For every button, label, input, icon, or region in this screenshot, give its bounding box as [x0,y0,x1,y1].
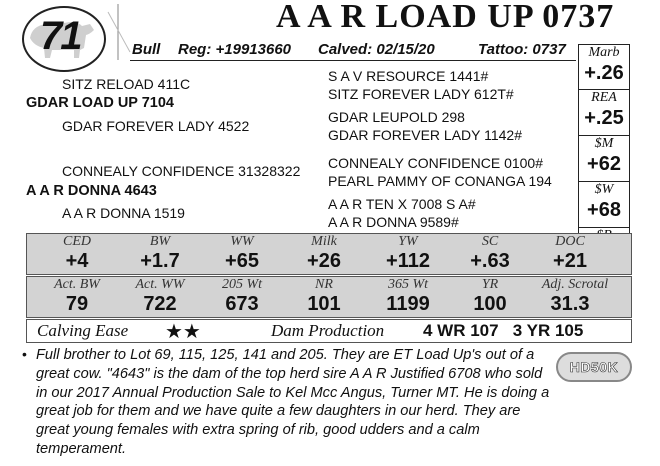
pedigree-right-8: A A R DONNA 9589# [328,214,459,230]
lot-notes-text: Full brother to Lot 69, 115, 125, 141 and 205. They are ET Load Up's out of a great cow. "4643" is the dam of the top herd sire A A R Justified 6708 who sold in our 2017 Annual Production Sale to Kel Mcc Angus, Turner MT. He is doing a great job for them and we have quite a few daughters in our herd. They are great young females with extra spring of rib, good udders and a calm temperament. [36,347,550,457]
actual-value: 100 [473,293,507,315]
actual-header: YR [481,277,499,292]
epd-row [26,233,632,275]
epd-box-sw [578,182,630,228]
epd-value: +1.7 [140,250,180,272]
tattoo: Tattoo: 0737 [478,41,566,58]
actual-header: NR [315,277,333,292]
pedigree-right-6: PEARL PAMMY OF CONANGA 194 [328,173,552,189]
actual-value: 1199 [386,293,430,315]
pedigree-dam-sire: CONNEALY CONFIDENCE 31328322 [62,163,301,179]
actual-measures-row [26,276,632,318]
epd-box-rea [578,90,630,136]
calving-ease-label: Calving Ease [37,321,129,340]
actual-value: 101 [307,293,341,315]
dam-production-value: 4 WR 107 3 YR 105 [423,321,584,340]
pedigree-sire: GDAR LOAD UP 7104 [26,95,174,111]
epd-value: +26 [307,250,341,272]
actual-value: 31.3 [550,293,590,315]
epd-header: DOC [555,234,585,249]
header-divider [130,60,576,61]
epd-header: SC [481,234,499,249]
pedigree-dam-dam: A A R DONNA 1519 [62,205,185,221]
epd-value: +4 [65,250,89,272]
calving-ease-stars: ★★ [165,321,201,343]
epd-label: $M [594,136,614,151]
epd-value: +62 [587,153,621,175]
actual-value: 673 [225,293,259,315]
actual-header: Adj. Scrotal [541,277,609,292]
actual-value: 79 [65,293,89,315]
calving-dam-row [26,319,632,343]
actual-header: Act. BW [54,277,100,292]
pedigree-right-7: A A R TEN X 7008 S A# [328,196,476,212]
actual-header: 205 Wt [221,277,263,292]
lot-notes [36,346,556,459]
epd-header: WW [230,234,254,249]
actual-value: 722 [143,293,177,315]
epd-header: YW [398,234,418,249]
dam-production-label: Dam Production [271,321,385,340]
registration-number: Reg: +19913660 [178,41,291,58]
epd-value: +.63 [470,250,510,272]
epd-header: CED [63,234,91,249]
epd-value: +112 [386,250,430,272]
calved-date: Calved: 02/15/20 [318,41,435,58]
pedigree-sire-dam: GDAR FOREVER LADY 4522 [62,118,250,134]
brand-mark-icon [104,2,134,62]
epd-label: $W [594,182,614,197]
epd-value: +68 [587,199,621,221]
epd-header: Milk [311,234,337,249]
epd-label: Marb [588,45,620,60]
pedigree-dam: A A R DONNA 4643 [26,183,157,199]
pedigree-right-1: S A V RESOURCE 1441# [328,68,489,84]
epd-value: +.26 [584,62,624,84]
actual-header: Act. WW [135,277,185,292]
notes-bullet: • [22,346,27,362]
epd-value: +21 [553,250,587,272]
hd50k-badge-text: HD50K [569,359,619,375]
sex-label: Bull [132,41,161,58]
pedigree-right-4: GDAR FOREVER LADY 1142# [328,127,523,143]
pedigree-sire-sire: SITZ RELOAD 411C [62,76,191,92]
pedigree-right-2: SITZ FOREVER LADY 612T# [328,86,514,102]
pedigree-right-3: GDAR LEUPOLD 298 [328,109,465,125]
epd-box-marb [578,44,630,90]
epd-value: +.25 [584,107,624,129]
actual-header: 365 Wt [387,277,429,292]
animal-name-title: A A R LOAD UP 0737 [276,0,615,35]
epd-box-sm [578,136,630,182]
epd-value: +65 [225,250,259,272]
lot-number: 71 [40,14,81,58]
epd-header: BW [149,234,171,249]
hd50k-badge [556,352,632,382]
epd-label: REA [591,90,617,105]
pedigree-right-5: CONNEALY CONFIDENCE 0100# [328,155,543,171]
lot-number-circle [22,6,106,72]
